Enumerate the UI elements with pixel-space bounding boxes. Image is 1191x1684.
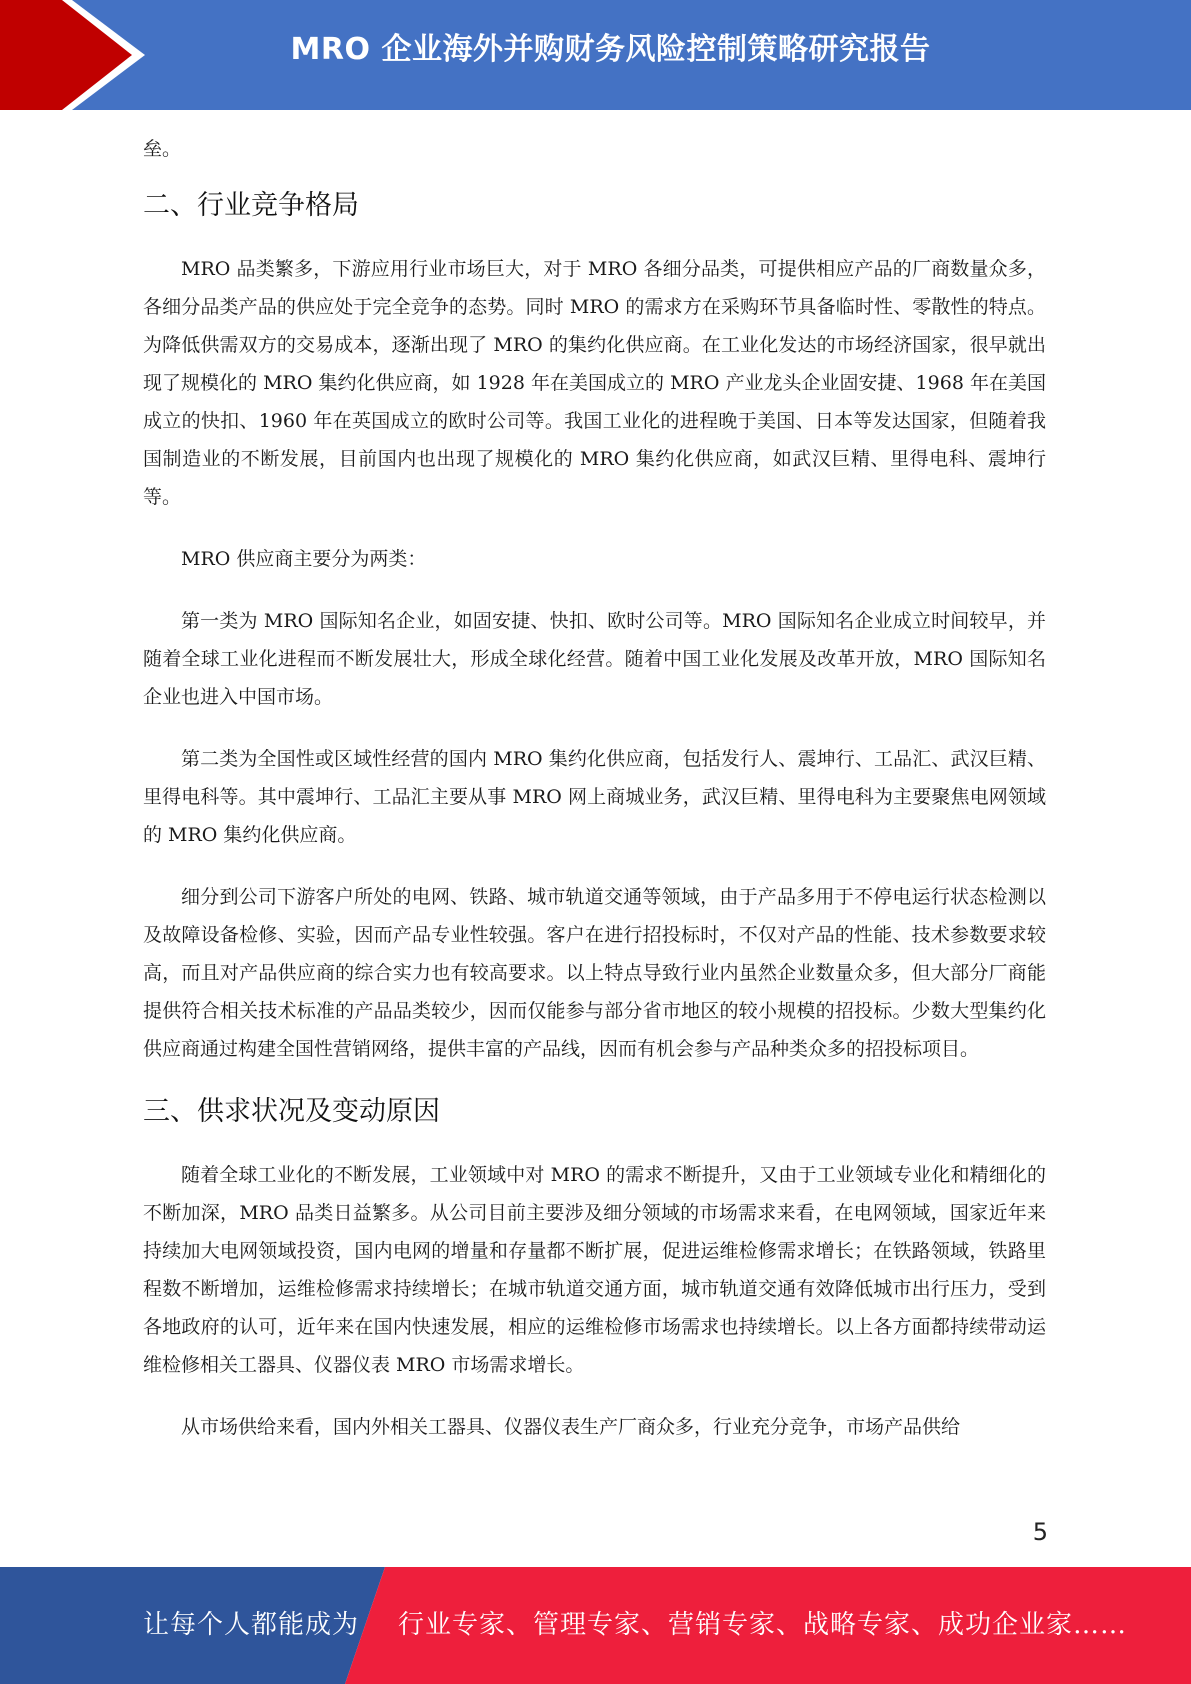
paragraph: 细分到公司下游客户所处的电网、铁路、城市轨道交通等领域，由于产品多用于不停电运行状态检测以及故障设备检修、实验，因而产品专业性较强。客户在进行招投标时，不仅对产品的性能、技术参数要求较高，而且对产品供应商的综合实力也有较高要求。以上特点导致行业内虽然企业数量众多，但大部分厂商能提供符合相关技术标准的产品品类较少，因而仅能参与部分省市地区的较小规模的招投标。少数大型集约化供应商通过构建全国性营销网络，提供丰富的产品线，因而有机会参与产品种类众多的招投标项目。 [143, 886, 1046, 1060]
paragraph: MRO 供应商主要分为两类： [181, 548, 427, 570]
footer-slogan-left: 让每个人都能成为 [143, 1610, 360, 1640]
continued-text: 垒。 [143, 138, 182, 160]
paragraph: 第二类为全国性或区域性经营的国内 MRO 集约化供应商，包括发行人、震坤行、工品汇、武汉巨精、里得电科等。其中震坤行、工品汇主要从事 MRO 网上商城业务，武汉巨精、里得电科为主要聚焦电网领域的 MRO 集约化供应商。 [143, 748, 1046, 846]
paragraph: 从市场供给来看，国内外相关工器具、仪器仪表生产厂商众多，行业充分竞争，市场产品供给 [181, 1416, 961, 1438]
page-footer [0, 1567, 1191, 1684]
paragraph: 第一类为 MRO 国际知名企业，如固安捷、快扣、欧时公司等。MRO 国际知名企业成立时间较早，并随着全球工业化进程而不断发展壮大，形成全球化经营。随着中国工业化发展及改革开放，MRO 国际知名企业也进入中国市场。 [143, 610, 1046, 708]
page-number: 5 [1032, 1518, 1048, 1546]
section-heading-supply-demand: 三、供求状况及变动原因 [143, 1096, 440, 1127]
page-body [143, 130, 1046, 1470]
paragraph: 随着全球工业化的不断发展，工业领域中对 MRO 的需求不断提升，又由于工业领域专业化和精细化的不断加深，MRO 品类日益繁多。从公司目前主要涉及细分领域的市场需求来看，在电网领域，国家近年来持续加大电网领域投资，国内电网的增量和存量都不断扩展，促进运维检修需求增长；在铁路领域，铁路里程数不断增加，运维检修需求持续增长；在城市轨道交通方面，城市轨道交通有效降低城市出行压力，受到各地政府的认可，近年来在国内快速发展，相应的运维检修市场需求也持续增长。以上各方面都持续带动运维检修相关工器具、仪器仪表 MRO 市场需求增长。 [143, 1164, 1046, 1376]
footer-slogan-right: 行业专家、管理专家、营销专家、战略专家、成功企业家…… [398, 1610, 1128, 1640]
section-heading-competition: 二、行业竞争格局 [143, 190, 359, 221]
report-title: MRO 企业海外并购财务风险控制策略研究报告 [290, 32, 931, 67]
page-header [0, 0, 1191, 110]
paragraph: MRO 品类繁多，下游应用行业市场巨大，对于 MRO 各细分品类，可提供相应产品的厂商数量众多，各细分品类产品的供应处于完全竞争的态势。同时 MRO 的需求方在采购环节具备临时性、零散性的特点。为降低供需双方的交易成本，逐渐出现了 MRO 的集约化供应商。在工业化发达的市场经济国家，很早就出现了规模化的 MRO 集约化供应商，如 1928 年在美国成立的 MRO 产业龙头企业固安捷、1968 年在美国成立的快扣、1960 年在英国成立的欧时公司等。我国工业化的进程晚于美国、日本等发达国家，但随着我国制造业的不断发展，目前国内也出现了规模化的 MRO 集约化供应商，如武汉巨精、里得电科、震坤行等。 [143, 258, 1046, 508]
